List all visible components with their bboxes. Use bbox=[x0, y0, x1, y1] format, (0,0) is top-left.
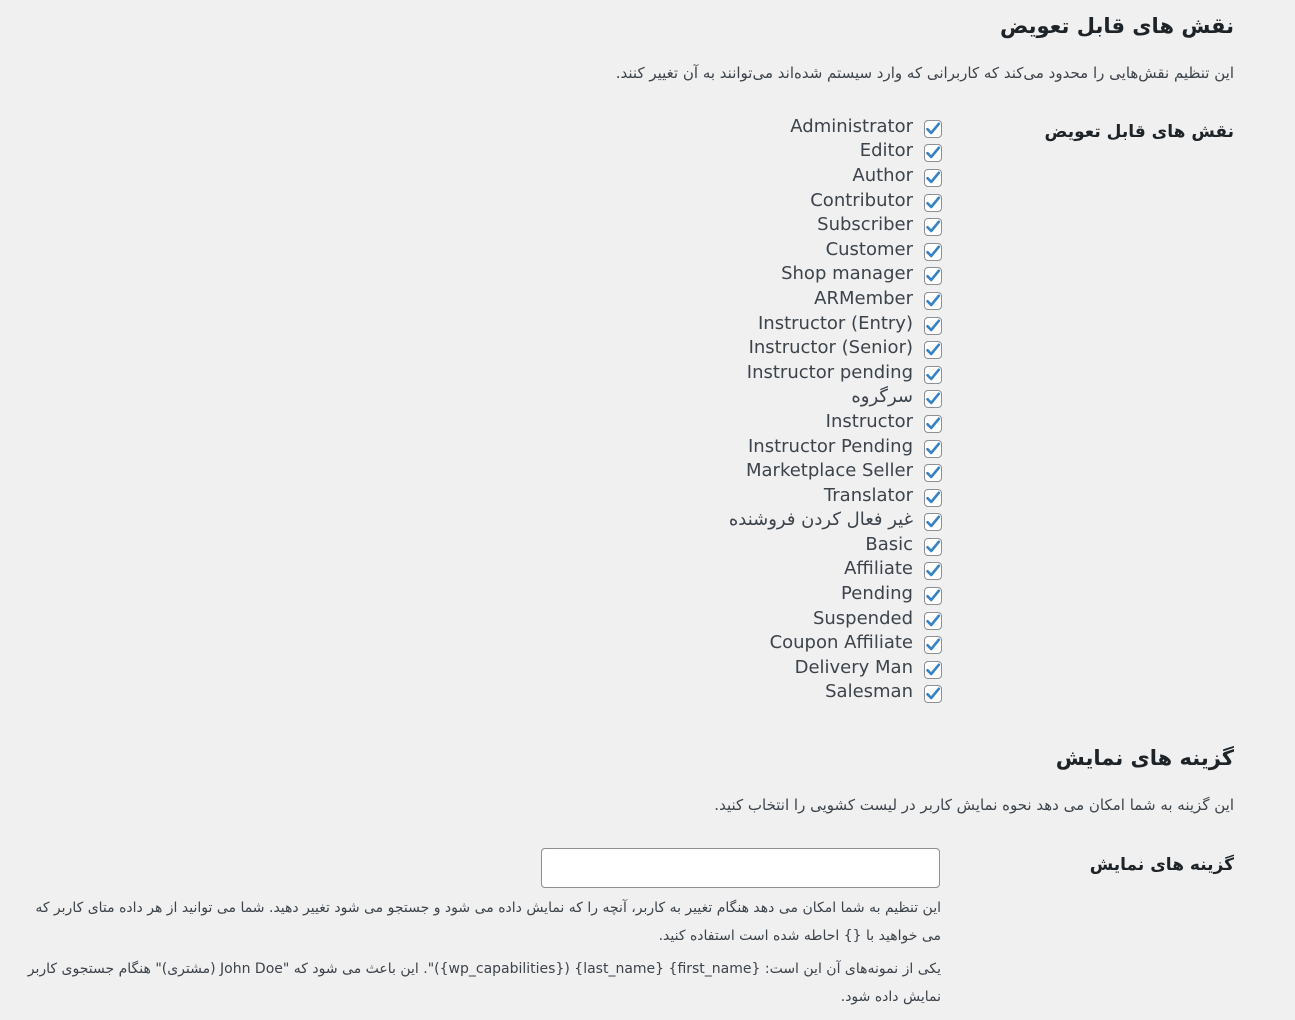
role-option[interactable] bbox=[342, 385, 942, 410]
checkmark-icon bbox=[925, 563, 941, 579]
role-label: Salesman bbox=[825, 681, 913, 703]
role-option[interactable] bbox=[342, 188, 942, 213]
checkmark-icon bbox=[925, 441, 941, 457]
role-checkbox[interactable] bbox=[924, 661, 942, 679]
role-label: Instructor pending bbox=[746, 361, 913, 383]
role-label: Editor bbox=[859, 140, 913, 162]
checkmark-icon bbox=[925, 219, 941, 235]
checkmark-icon bbox=[925, 170, 941, 186]
role-option[interactable] bbox=[342, 262, 942, 287]
checkmark-icon bbox=[925, 539, 941, 555]
role-checkbox[interactable] bbox=[924, 440, 942, 458]
role-label: Basic bbox=[865, 533, 913, 555]
role-label: غیر فعال کردن فروشنده bbox=[728, 509, 913, 531]
swappable-roles-heading: نقش های قابل تعویض bbox=[999, 14, 1234, 38]
checkmark-icon bbox=[925, 121, 941, 137]
role-checkbox[interactable] bbox=[924, 292, 942, 310]
display-options-description: این گزینه به شما امکان می دهد نحوه نمایش کاربر در لیست کشویی را انتخاب کنید. bbox=[714, 796, 1234, 814]
checkmark-icon bbox=[925, 662, 941, 678]
checkmark-icon bbox=[925, 391, 941, 407]
role-label: Marketplace Seller bbox=[745, 460, 913, 482]
role-label: سرگروه bbox=[851, 386, 913, 408]
swappable-roles-field-label: نقش های قابل تعویض bbox=[1044, 122, 1234, 142]
role-label: Coupon Affiliate bbox=[769, 632, 913, 654]
checkmark-icon bbox=[925, 588, 941, 604]
display-format-input[interactable] bbox=[541, 848, 940, 888]
role-label: Instructor bbox=[825, 410, 913, 432]
roles-checkbox-list bbox=[342, 114, 942, 704]
role-checkbox[interactable] bbox=[924, 464, 942, 482]
role-option[interactable] bbox=[342, 237, 942, 262]
display-format-example-text: یکی از نمونه‌های آن این است: {first_name} {last_name} ({wp_capabilities})". این باعث می شود که "John Doe (مشتری)" هنگام جستجوی کاربر نمایش داده شود. bbox=[27, 961, 941, 1005]
role-option[interactable] bbox=[342, 680, 942, 705]
checkmark-icon bbox=[925, 342, 941, 358]
role-option[interactable] bbox=[342, 335, 942, 360]
checkmark-icon bbox=[925, 465, 941, 481]
role-label: Delivery Man bbox=[794, 656, 913, 678]
role-checkbox[interactable] bbox=[924, 538, 942, 556]
role-checkbox[interactable] bbox=[924, 636, 942, 654]
checkmark-icon bbox=[925, 367, 941, 383]
checkmark-icon bbox=[925, 145, 941, 161]
role-label: Subscriber bbox=[817, 214, 913, 236]
display-options-heading: گزینه های نمایش bbox=[1055, 746, 1234, 770]
role-option[interactable] bbox=[342, 606, 942, 631]
role-option[interactable] bbox=[342, 483, 942, 508]
role-label: ARMember bbox=[814, 287, 913, 309]
role-checkbox[interactable] bbox=[924, 366, 942, 384]
checkmark-icon bbox=[925, 416, 941, 432]
role-option[interactable] bbox=[342, 286, 942, 311]
role-option[interactable] bbox=[342, 458, 942, 483]
role-option[interactable] bbox=[342, 311, 942, 336]
swappable-roles-description: این تنظیم نقش‌هایی را محدود می‌کند که کاربرانی که وارد سیستم شده‌اند می‌توانند به آن تغییر کنند. bbox=[615, 64, 1234, 82]
checkmark-icon bbox=[925, 268, 941, 284]
role-option[interactable] bbox=[342, 434, 942, 459]
checkmark-icon bbox=[925, 686, 941, 702]
role-checkbox[interactable] bbox=[924, 169, 942, 187]
role-label: Translator bbox=[823, 484, 913, 506]
checkmark-icon bbox=[925, 244, 941, 260]
role-option[interactable] bbox=[342, 655, 942, 680]
role-checkbox[interactable] bbox=[924, 317, 942, 335]
role-checkbox[interactable] bbox=[924, 218, 942, 236]
role-checkbox[interactable] bbox=[924, 489, 942, 507]
role-checkbox[interactable] bbox=[924, 341, 942, 359]
display-options-field-label: گزینه های نمایش bbox=[1089, 855, 1234, 875]
role-option[interactable] bbox=[342, 508, 942, 533]
role-checkbox[interactable] bbox=[924, 194, 942, 212]
role-label: Customer bbox=[825, 238, 913, 260]
role-option[interactable] bbox=[342, 114, 942, 139]
checkmark-icon bbox=[925, 195, 941, 211]
display-format-help-text: این تنظیم به شما امکان می دهد هنگام تغییر به کاربر، آنچه را که نمایش داده می شود و جستجو می شود تغییر دهید. شما می توانید از هر داده متای کاربر که می خواهید با {} احاطه شده است استفاده کنید. bbox=[35, 900, 941, 944]
checkmark-icon bbox=[925, 637, 941, 653]
role-label: Affiliate bbox=[844, 558, 913, 580]
role-checkbox[interactable] bbox=[924, 513, 942, 531]
role-label: Instructor (Entry) bbox=[758, 312, 913, 334]
role-option[interactable] bbox=[342, 409, 942, 434]
role-label: Administrator bbox=[790, 115, 913, 137]
role-checkbox[interactable] bbox=[924, 587, 942, 605]
role-checkbox[interactable] bbox=[924, 562, 942, 580]
role-label: Author bbox=[852, 164, 913, 186]
role-checkbox[interactable] bbox=[924, 243, 942, 261]
checkmark-icon bbox=[925, 613, 941, 629]
role-label: Suspended bbox=[812, 607, 913, 629]
checkmark-icon bbox=[925, 490, 941, 506]
role-label: Pending bbox=[841, 583, 913, 605]
role-option[interactable] bbox=[342, 212, 942, 237]
checkmark-icon bbox=[925, 293, 941, 309]
checkmark-icon bbox=[925, 514, 941, 530]
role-checkbox[interactable] bbox=[924, 685, 942, 703]
role-checkbox[interactable] bbox=[924, 144, 942, 162]
role-checkbox[interactable] bbox=[924, 390, 942, 408]
role-option[interactable] bbox=[342, 163, 942, 188]
role-option[interactable] bbox=[342, 139, 942, 164]
role-option[interactable] bbox=[342, 630, 942, 655]
checkmark-icon bbox=[925, 318, 941, 334]
role-checkbox[interactable] bbox=[924, 415, 942, 433]
role-label: Instructor Pending bbox=[747, 435, 913, 457]
role-label: Shop manager bbox=[781, 263, 913, 285]
role-label: Contributor bbox=[810, 189, 913, 211]
role-checkbox[interactable] bbox=[924, 120, 942, 138]
role-checkbox[interactable] bbox=[924, 612, 942, 630]
role-option[interactable] bbox=[342, 532, 942, 557]
role-label: Instructor (Senior) bbox=[748, 337, 913, 359]
role-option[interactable] bbox=[342, 557, 942, 582]
role-option[interactable] bbox=[342, 581, 942, 606]
role-option[interactable] bbox=[342, 360, 942, 385]
role-checkbox[interactable] bbox=[924, 267, 942, 285]
